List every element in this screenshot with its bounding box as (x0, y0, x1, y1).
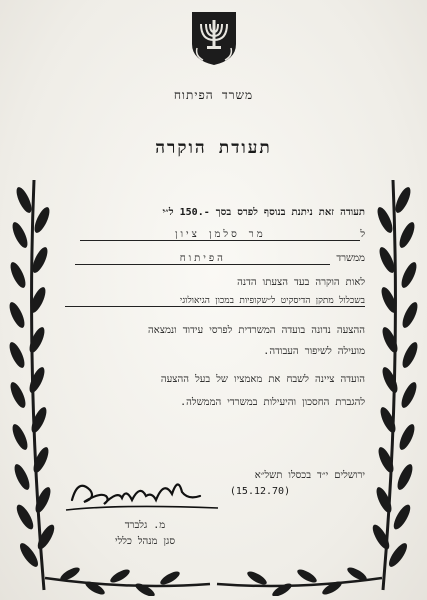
recipient-line (65, 229, 365, 241)
recipient-name: מר סלמן ציון (80, 229, 360, 241)
efficiency-line: להגברת החסכון והיעילות במשרדי הממשלה. (180, 397, 365, 408)
recipient-prefix: ל (360, 229, 365, 240)
city-date: ירושלים י״ד בכסלו תשל״א (254, 470, 365, 481)
committee-line: ההצעה נדונה בועדה המשרדית לפרסי עידוד ונמצאה (147, 325, 365, 336)
left-laurel-wreath-icon (4, 175, 59, 595)
state-emblem-icon (189, 10, 239, 66)
certificate-title: תעודת הוקרה (155, 138, 272, 158)
office-line (65, 253, 365, 265)
proposal-line: בשכלול מתקן הדיסקיט ל״שקופיות במכון הגיאולוגי (65, 295, 365, 307)
signer-title: סגן מנהל כללי (114, 536, 176, 547)
office-name: הפיתוח (75, 253, 330, 265)
gregorian-date: (15.12.70) (229, 486, 291, 497)
recognition-line: לאות הוקרה בעד הצעתו הדנה (237, 277, 365, 288)
ministry-name: משרד הפיתוח (173, 88, 254, 102)
usefulness-line: מועילה לשיפור העבודה. (263, 346, 365, 357)
signature-block (60, 470, 230, 547)
bottom-wreath-icon (40, 560, 387, 596)
right-laurel-wreath-icon (368, 175, 423, 595)
praise-line: הועדה ציינה לשבח את מאמציו של בעל ההצעה (160, 374, 365, 385)
handwritten-signature (60, 470, 230, 520)
office-prefix: ממשרד (336, 253, 365, 264)
signer-name: מ. גלברד (124, 520, 166, 531)
award-line: תעודה זאת ניתנת בנוסף לפרס בסך -.150 ל״י (162, 207, 365, 218)
